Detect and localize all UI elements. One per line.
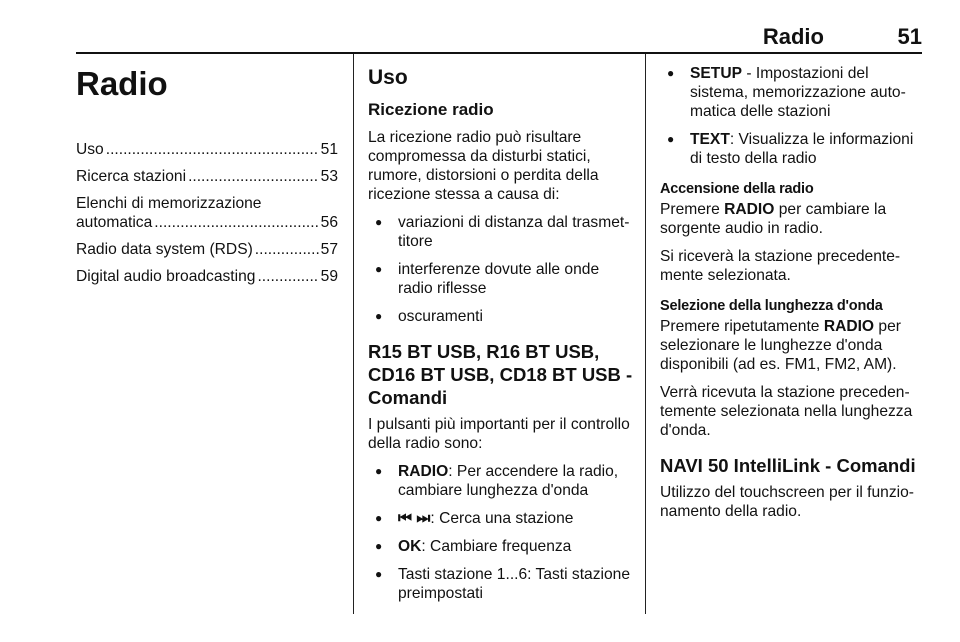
list-item: [368, 565, 636, 603]
toc-entry-elenchi-memorizzazione[interactable]: [76, 194, 338, 232]
item-text: : Cerca una stazione: [430, 510, 574, 527]
text-run: per cambiare la sorgente audio in radio.: [660, 201, 887, 237]
list-item: ● variazioni di distanza dal trasmet-titore: [368, 213, 636, 251]
content-column-3: [660, 64, 928, 530]
item-text: - Impostazioni del sistema, memorizzazione auto-matica delle stazioni: [690, 65, 906, 120]
page-number: 51: [897, 24, 922, 49]
subheading-comandi: R15 BT USB, R16 BT USB, CD16 BT USB, CD18 BT USB - Comandi: [368, 341, 633, 408]
toc-label: Uso: [76, 141, 104, 158]
header-rule: [76, 52, 922, 54]
paragraph-accensione: [660, 200, 928, 238]
list-item: [368, 537, 636, 556]
subheading-accensione: Accensione della radio: [660, 181, 814, 197]
paragraph-navi: Utilizzo del touchscreen per il funzio-namento della radio.: [660, 484, 914, 520]
toc-page: 59: [320, 268, 338, 285]
toc-leader: [255, 240, 319, 259]
toc-leader: [106, 140, 319, 159]
toc-page: 51: [320, 141, 338, 158]
text-run: Premere: [660, 201, 725, 218]
toc-label-line1: Elenchi di memorizzazione: [76, 195, 262, 212]
toc-label: Radio data system (RDS): [76, 241, 253, 258]
toc-entry-rds[interactable]: [76, 240, 338, 259]
toc-page: 57: [320, 241, 338, 258]
controls-list: [368, 462, 636, 603]
item-text: : Per accendere la radio, cambiare lunghezza d'onda: [398, 463, 619, 499]
text-run: per selezionare le lunghezze d'onda disponibili (ad es. FM1, FM2, AM).: [660, 318, 901, 373]
subheading-selezione: Selezione della lunghezza d'onda: [660, 298, 883, 314]
toc-page: 53: [320, 168, 338, 185]
list-item: ● interferenze dovute alle onde radio riflesse: [368, 260, 636, 298]
toc-leader: [154, 213, 318, 232]
item-text: : Cambiare frequenza: [421, 538, 572, 555]
toc-label: Ricerca stazioni: [76, 168, 187, 185]
text-run: Premere ripetutamente: [660, 318, 824, 335]
chapter-title: Radio: [76, 65, 168, 102]
toc-leader: [188, 167, 319, 186]
list-item: [660, 64, 928, 121]
paragraph-ricezione: La ricezione radio può risultare compromessa da disturbi statici, rumore, distorsioni o perdita della ricezione stessa a causa di:: [368, 129, 599, 203]
item-text: Tasti stazione 1...6: Tasti stazione preimpostati: [398, 566, 631, 602]
key-label: RADIO: [823, 318, 875, 335]
toc-label: Digital audio broadcasting: [76, 268, 256, 285]
list-item: [660, 130, 928, 168]
paragraph-selezione: [660, 317, 928, 374]
interference-list: [368, 213, 636, 326]
toc-label: automatica: [76, 214, 153, 231]
toc-leader: [257, 267, 318, 286]
key-label: OK: [398, 538, 422, 555]
key-label: TEXT: [690, 131, 730, 148]
list-item: [368, 509, 636, 528]
content-column-2: [368, 56, 636, 612]
toc-column: [76, 56, 338, 294]
subheading-ricezione-radio: Ricezione radio: [368, 100, 494, 119]
list-item: [368, 462, 636, 500]
toc-entry-ricerca-stazioni[interactable]: [76, 167, 338, 186]
key-label: RADIO: [724, 201, 775, 218]
toc-page: 56: [320, 214, 338, 231]
controls-list-cont: [660, 64, 928, 168]
column-divider-1: [353, 54, 354, 614]
paragraph-comandi: I pulsanti più importanti per il controllo della radio sono:: [368, 416, 630, 452]
item-text: : Visualizza le informazioni di testo della radio: [690, 131, 914, 167]
section-heading-uso: Uso: [368, 66, 408, 89]
seek-keys-icon: ⏮ ⏭: [398, 510, 431, 527]
key-label: SETUP: [690, 65, 742, 82]
subheading-navi: NAVI 50 IntelliLink - Comandi: [660, 455, 916, 476]
column-divider-2: [645, 54, 646, 614]
key-label: RADIO: [398, 463, 449, 480]
toc-entry-dab[interactable]: [76, 267, 338, 286]
paragraph-accensione-2: Si riceverà la stazione precedente-mente selezionata.: [660, 248, 901, 284]
header-title: Radio: [762, 24, 824, 49]
list-item: ● oscuramenti: [368, 307, 636, 326]
toc-entry-uso[interactable]: [76, 140, 338, 159]
paragraph-selezione-2: Verrà ricevuta la stazione preceden-temente selezionata nella lunghezza d'onda.: [660, 384, 913, 439]
toc-entry-line2: [76, 213, 338, 232]
